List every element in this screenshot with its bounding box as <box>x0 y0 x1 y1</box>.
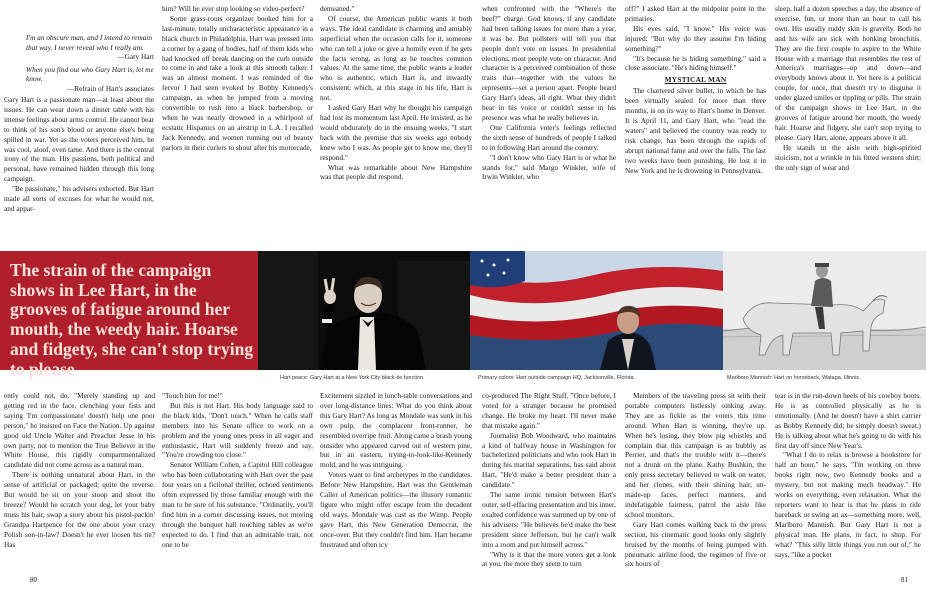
column-2-bottom <box>162 391 313 550</box>
paragraph: "What I do to relax is browse a bookstore for half an hour," he says. "I'm working on three books right now, two Kennedy books and a mystery, but not making much headway." He works on everything, even relaxation. What the reporters want to hear is that he plans to ride bareback or swing an ax—something more, well, Marlboro Mannish. But Gary Hart is not a physical man. He plans, in fact, to shop. For what? "This silly little things you run out of," he says, "like a pocket <box>775 450 921 559</box>
epigraph-quote-2: When you find out who Gary Hart is, let me know. <box>26 64 154 84</box>
paragraph: One California voter's feelings reflected the sixth sense of hundreds of people I talked to in following Hart around the country. <box>482 122 616 152</box>
photo-horseback <box>723 251 926 370</box>
paragraph: him? Will he ever stop looking so video-perfect? <box>162 4 305 13</box>
horse-image <box>723 251 926 370</box>
section-heading: MYSTICAL MAN <box>664 75 727 85</box>
epigraph <box>26 33 154 94</box>
paragraph: co-produced The Right Stuff. "Once before, I voted for a stranger because he promised change. He broke my heart. I'll never make that mistake again." <box>482 391 616 430</box>
column-5-bottom <box>625 391 766 569</box>
paragraph: Of course, the American public wants it both ways. The ideal candidate is charming and amiably superficial when the occasion calls for it, someone who can tell a joke or give a homily even if he gets the facts wrong, as long as he touches common values. At the same time, the public wants a leader who is authentic, which Hart is, and inwardly consistent, which, at this stage in his life, Hart is not. <box>320 13 472 103</box>
paragraph: "Be passionate," his advisers exhorted. But Hart made all sorts of excuses for what he would not, and appar- <box>4 184 154 213</box>
paragraph: He stands in the aisle with high-spirited stoicism, not a wrinkle in his fitted western shirt; the only sign of wear and <box>775 142 921 172</box>
paragraph: "Why is it that the more voters get a look at you, the more they seem to turn <box>482 549 616 569</box>
column-1-bottom <box>4 391 155 550</box>
column-4-bottom <box>482 391 616 569</box>
paragraph: sleep, half a dozen speeches a day, the absence of exercise, fun, or more than an hour to call his own. His usually ruddy skin is gravelly. Both he and his wife are sick with honking bronchitis. They are the first couple to aspire to the White House with a marriage that resembles the rest of America's marriages—up and down—and everybody knows about it. Yet here is a political couple, for once, that doesn't try to disguise it under glazed smiles or tippling or pills. The strain of the campaign shows in Lee Hart, in the grooves of fatigue around her mouth, the weedy hair. Hoarse and fidgety, she can't stop trying to please. Gary Hart, alone, appears above it all. <box>775 4 921 142</box>
paragraph: "It's because he is hiding something," said a close associate. "He's hiding himself." <box>625 53 766 73</box>
epigraph-attribution-2: —Refrain of Hart's associates <box>66 83 154 93</box>
paragraph: But this is not Hart. His body language said to the black kids, "Don't touch." When he calls staff members into his Senate office to work on a problem and the young ones press in all eager and enthusiastic, Hart will suddenly freeze and say, "You're crowding too close." <box>162 400 313 460</box>
epigraph-attribution-1: —Gary Hart <box>117 52 154 62</box>
paragraph: There is nothing unnatural about Hart, in the sense of artificial or packaged; quite the reverse. But would he sit on your stoop and shoot the breeze? Would he scratch your dog, let your baby muss his hair, swap a story about his pistol-packin' Grandpa Hartpence for the one about your crazy Polish son-in-law? Doesn't he ever loosen his tie? Has <box>4 470 155 549</box>
photo-campaign-hq <box>470 251 723 370</box>
paragraph: The chartered silver bullet, in which he has been virtually sealed for more than three months, is on its way to Hart's home in Denver. It is April 11, and Gary Hart, who "read the waters" and believed the country was ready to risk change, has been through the rapids of abrupt national fame and over the falls. The last two weeks have been punishing. He lost it in New York and he is drowning in Pennsylvania. <box>625 86 766 175</box>
paragraph: Journalist Bob Woodward, who maintains a kind of halfway house in Washington for bachelorized politicians and who took Hart in during his marital separations, has said about Hart, "He'd make a better president than a candidate." <box>482 430 616 490</box>
epigraph-quote-1: I'm an obscure man, and I intend to remain that way. I never reveal who I really am. <box>26 33 153 52</box>
paragraph: "I don't know who Gary Hart is or what he stands for," said Margo Winkler, wife of Irwin Winkler, who <box>482 152 616 182</box>
paragraph: Senator William Cohen, a Capitol Hill colleague who has been collaborating with Hart over the past four years on a fictional thriller, echoed sentiments often expressed by those familiar enough with the man to be sure of his substance. "Ordinarily, you'll find him in a corner discussing issues, not moving through the banquet hall touching tables as we're expected to do. I find that an admirable trait, not one to be <box>162 460 313 549</box>
page-number-right: 81 <box>901 576 908 584</box>
column-3-top <box>320 4 472 182</box>
paragraph: Voters want to find archetypes in the candidates. Before New Hampshire, Hart was the Gentleman Caller of American politics—the illusory romantic figure who might offer escape from the decadent old ways. Mondale was cast as the Wimp. People gave Hart, this New Generation Democrat, the once-over. But they couldn't find him. Hart became frustrated and often icy <box>320 470 472 549</box>
column-1-top <box>4 95 154 214</box>
pull-quote-panel <box>0 251 258 379</box>
paragraph: Excitement sizzled in lunch-table conversations and over long-distance lines: What do you think about this Gary Hart? As long as Mondale was sunk in his own pulp, the complacent front-runner, he resembled overripe fruit. Along came a brash young outsider who appeared carved out of western pine, but in an eastern, trying-to-look-like-Kennedy mold, and he was intriguing. <box>320 391 472 470</box>
paragraph: tear is in the run-down heels of his cowboy boots. He is as controlled physically as he is emotionally. (And he doesn't have a shirt carrier as Bobby Kennedy did; he simply doesn't sweat.) He is talking about what he's going to do with his first day off since New Year's. <box>775 391 921 450</box>
paragraph: "Touch him for me!" <box>162 391 223 400</box>
column-2-top <box>162 4 313 153</box>
column-3-bottom <box>320 391 472 550</box>
paragraph: What was remarkable about New Hampshire was that people did respond. <box>320 162 472 182</box>
caption-campaign-hq: Primary colors: Hart outside campaign HQ, Jacksonville, Florida. <box>478 375 636 381</box>
caption-black-tie: Hart peace: Gary Hart at a New York City black-tie function. <box>280 375 425 381</box>
column-4-top <box>482 4 616 182</box>
paragraph: Some grass-roots organizer booked him for a last-minute, totally uncharacteristic appearance in a black church in Philadelphia. Hart was pressed into a corner by a gang of bodies, half of them kids who had knocked off break dancing on the curb outside to come in and take a look at this smooth talker. I was an almost moment. I was reminded of the fervor I had seen evoked by Bobby Kennedy's campaign, as when he jumped from a moving convertible to rush into a black barbershop, or when he was nearly drowned in a whirlpool of ecstatic Hispanics on an airstrip in L.A. I recalled Jack Kennedy, and women running out of beauty parlors in their curlers to shout after his motorcade, <box>162 13 313 152</box>
column-5-top <box>625 4 766 175</box>
pull-quote: The strain of the campaign shows in Lee Hart, in the grooves of fatigue around her mouth, the weedy hair. Hoarse and fidgety, she can't stop trying to please <box>10 260 254 379</box>
photo-black-tie <box>258 251 470 370</box>
paragraph: Members of the traveling press sit with their portable computers listlessly oinking away. They are as fickle as the voters this time around. When Hart is winning, they're up. When he's losing, they blow pig whistles and complain that this campaign is as bubbly as Perrier, and that's the trouble with it—there's not a drunk on the plane. Kathy Bushkin, the only press secretary believed to walk on water, and her clones, with their shining hair, un-made-up faces, perfect manners, and indefatigable fairness, patrol the aisle like school monitors. <box>625 391 766 519</box>
paragraph: The same ironic tension between Hart's outer, self-effacing presentation and his inner, exalted confidence was summed up by one of his advisers: "He believes he'd make the best president since Jefferson, but he can't walk into a room and put himself across." <box>482 490 616 549</box>
paragraph: I asked Gary Hart why he thought his campaign had lost its momentum last April. He insisted, as he would obdurately do in the ensuing weeks, "I start back with the premise that six weeks ago nobody knew who I was. As people get to know me, they'll respond." <box>320 103 472 162</box>
page-number-left: 80 <box>30 576 37 584</box>
flag-image <box>470 251 723 370</box>
paragraph: off?" I asked Hart at the midpoint point in the primaries. <box>625 4 766 23</box>
caption-horseback: Marlboro Mannish: Hart on horseback, Wataga, Illinois. <box>727 375 861 381</box>
paragraph: Gary Hart is a passionate man—at least about the issues. He can wear down a dinner table with his intense feelings about arms control. He cannot bear to think of his son's blood or anyone else's being spilled in war. Yet as the voters perceived him, he was cool, aloof, even tame. And there is the central irony of the man. His passions, both political and personal, have remained hidden through this long campaign. <box>4 95 154 184</box>
paragraph: His eyes said, "I know." His voice was injured: "But why do they assume I'm hiding something?" <box>625 23 766 53</box>
column-6-top <box>775 4 921 172</box>
column-6-bottom <box>775 391 921 559</box>
paragraph: ently could not, do. "Merely standing up and getting red in the face, clenching your fists and saying 'I'm compassionate' doesn't help one poor person," he insisted on Face the Nation. Up against good old Uncle Walter and Preacher Jesse in his own party, not to mention the True Believer in the White House, this rigidly compartmentalized candidate did not come across as a natural man. <box>4 391 155 470</box>
paragraph: demeaned." <box>320 4 355 13</box>
paragraph: Gary Hart comes walking back to the press section, his cinematic good looks only slightly bruised by the months of being pumped with pneumatic airline food, the regimen of five or six hours of <box>625 519 766 569</box>
black-tie-image <box>258 251 470 370</box>
paragraph: when confronted with the "Where's the beef?" charge. God knows, if any candidate had been talking issues for more than a year, it was he. But pollsters will tell you that people don't vote on issues. In presidential elections, most people vote on character. And character is a perceived combination of those traits that—together with the values he represents—set a person apart. People heard Gary Hart's ideas, all right. What they didn't hear in his voice or couldn't sense in his presence was what he really believes in. <box>482 4 616 122</box>
